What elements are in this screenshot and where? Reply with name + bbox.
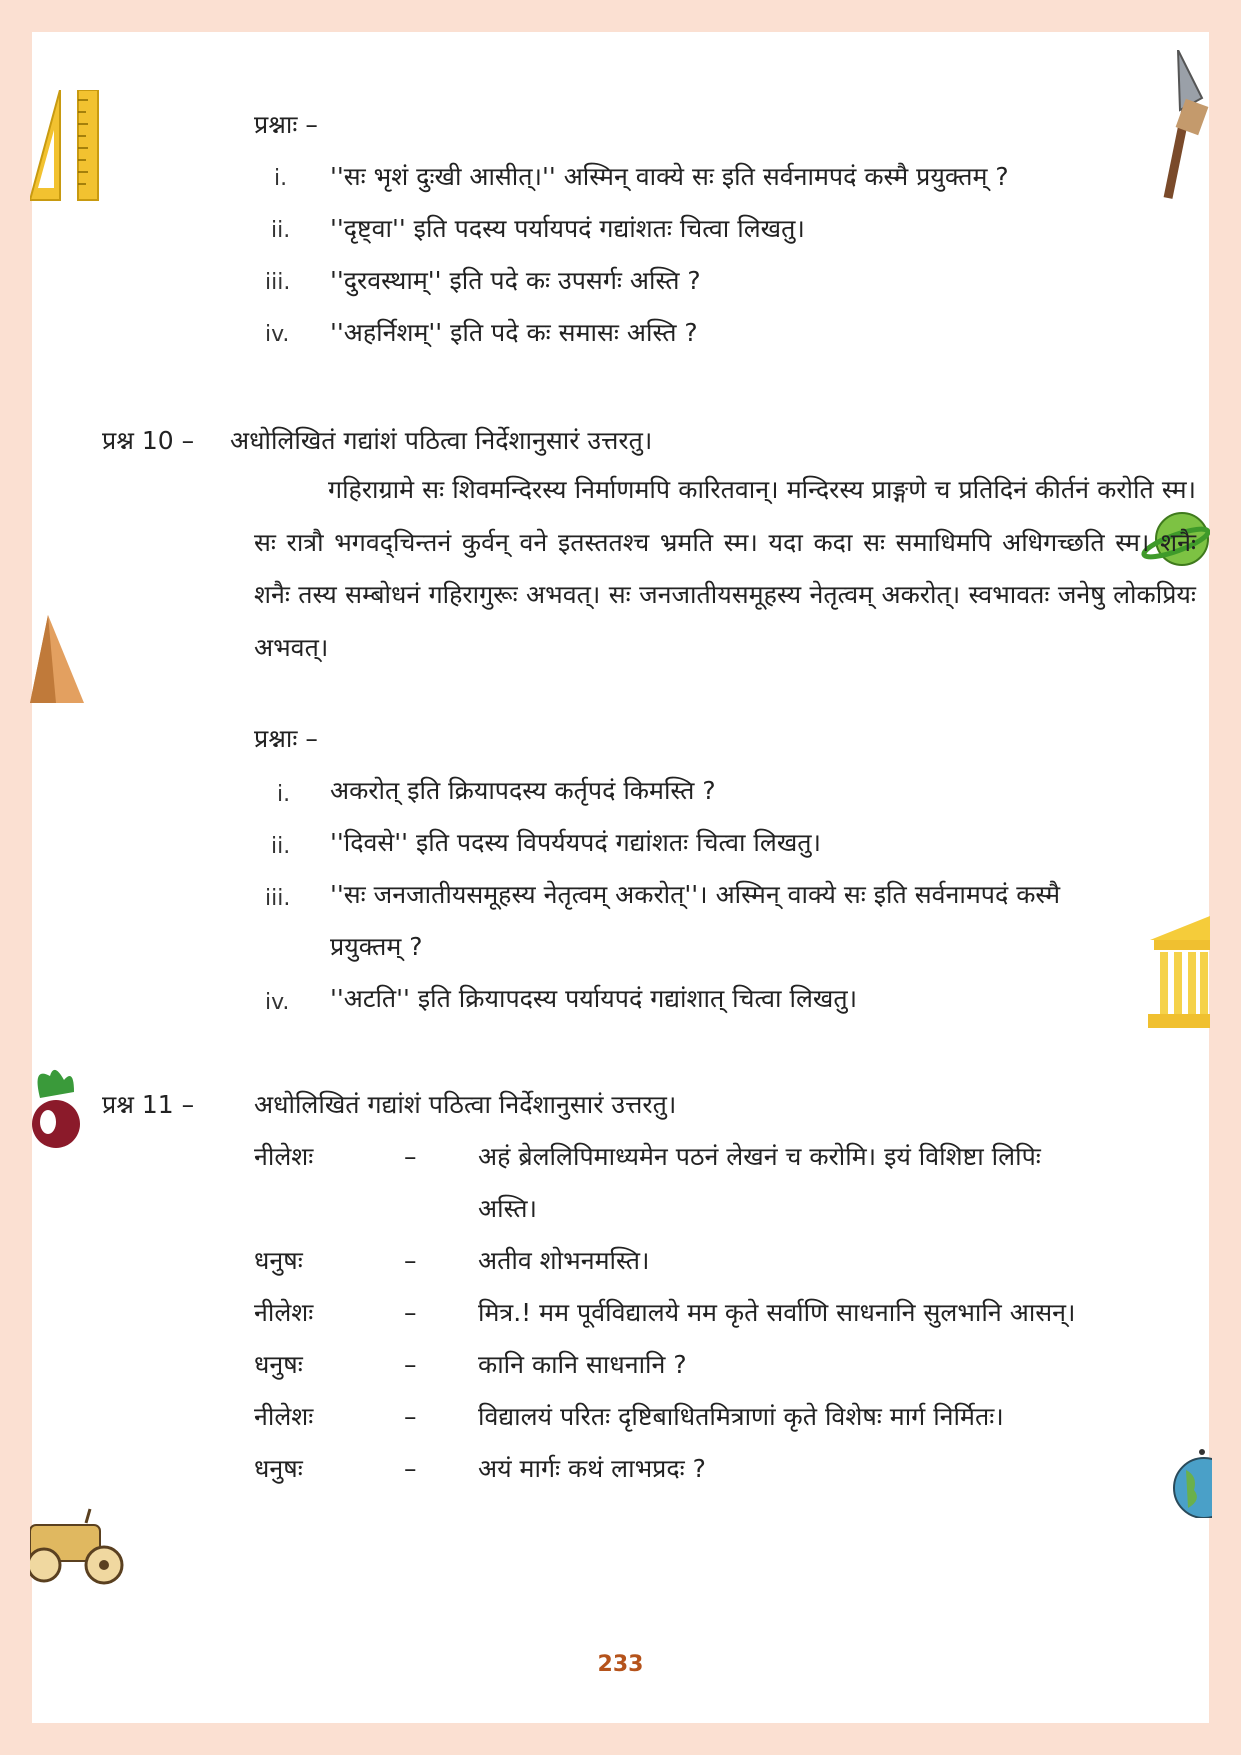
dialogue-line: अस्ति। [478, 1194, 538, 1223]
question-11-instruction: अधोलिखितं गद्यांशं पठित्वा निर्देशानुसारं उत्तरतु। [254, 1090, 677, 1119]
dialogue-dash: – [404, 1454, 417, 1483]
question-text: ''अटति'' इति क्रियापदस्य पर्यायपदं गद्यांशात् चित्वा लिखतु। [330, 984, 858, 1013]
dialogue-line: कानि कानि साधनानि ? [478, 1350, 687, 1379]
beet-vegetable-icon [30, 1062, 86, 1152]
question-text: ''दृष्ट्वा'' इति पदस्य पर्यायपदं गद्यांशतः चित्वा लिखतु। [330, 214, 805, 243]
question-text: अकरोत् इति क्रियापदस्य कर्तृपदं किमस्ति ? [330, 776, 716, 805]
dialogue-speaker: धनुषः [254, 1350, 303, 1379]
dialogue-line: मित्र.! मम पूर्वविद्यालये मम कृते सर्वाणि साधनानि सुलभानि आसन्। [478, 1298, 1076, 1327]
set-square-ruler-icon [30, 90, 102, 202]
question-number: i. [277, 782, 291, 807]
dialogue-dash: – [404, 1402, 417, 1431]
greek-temple-icon [1142, 912, 1210, 1030]
dialogue-dash: – [404, 1298, 417, 1327]
question-number: iv. [265, 322, 290, 347]
question-number: i. [274, 166, 288, 191]
question-number: ii. [271, 218, 291, 243]
dialogue-line: अहं ब्रेललिपिमाध्यमेन पठनं लेखनं च करोमि। इयं विशिष्टा लिपिः [478, 1142, 1041, 1171]
question-11-label: प्रश्न 11 – [102, 1090, 195, 1119]
dialogue-dash: – [404, 1246, 417, 1275]
question-number: iv. [265, 990, 290, 1015]
question-text: ''सः भृशं दुःखी आसीत्।'' अस्मिन् वाक्ये सः इति सर्वनामपदं कस्मै प्रयुक्तम् ? [330, 162, 1009, 191]
pyramid-icon [30, 615, 86, 705]
dialogue-speaker: नीलेशः [254, 1402, 314, 1431]
question-text: ''दिवसे'' इति पदस्य विपर्ययपदं गद्यांशतः चित्वा लिखतु। [330, 828, 822, 857]
question-number: ii. [271, 834, 291, 859]
question-text: प्रयुक्तम् ? [330, 932, 423, 961]
globe-icon [1168, 1448, 1212, 1518]
dialogue-dash: – [404, 1350, 417, 1379]
question-10-passage: गहिराग्रामे सः शिवमन्दिरस्य निर्माणमपि कारितवान्। मन्दिरस्य प्राङ्गणे च प्रतिदिनं कीर्तनं करोति स्म। सः रात्रौ भगवद्चिन्तनं कुर्वन् वने इतस्ततश्च भ्रमति स्म। यदा कदा सः समाधिमपि अधिगच्छति स्म। शनैः शनैः तस्य सम्बोधनं गहिरागुरूः अभवत्। सः जनजातीयसमूहस्य नेतृत्वम् अकरोत्। स्वभावतः जनेषु लोकप्रियः अभवत्। [254, 475, 1196, 662]
question-number: iii. [265, 886, 291, 911]
dialogue-speaker: नीलेशः [254, 1298, 314, 1327]
question-text: ''सः जनजातीयसमूहस्य नेतृत्वम् अकरोत्''। अस्मिन् वाक्ये सः इति सर्वनामपदं कस्मै [330, 880, 1061, 909]
question-10-instruction: अधोलिखितं गद्यांशं पठित्वा निर्देशानुसारं उत्तरतु। [230, 426, 653, 455]
stone-spear-icon [1150, 50, 1212, 200]
dialogue-speaker: नीलेशः [254, 1142, 314, 1171]
question-text: ''दुरवस्थाम्'' इति पदे कः उपसर्गः अस्ति ? [330, 266, 701, 295]
dialogue-line: विद्यालयं परितः दृष्टिबाधितमित्राणां कृते विशेषः मार्ग निर्मितः। [478, 1402, 1004, 1431]
question-number: iii. [265, 270, 291, 295]
vintage-vehicle-icon [30, 1505, 126, 1585]
page-number: 233 [597, 1652, 644, 1677]
question-10-label: प्रश्न 10 – [102, 426, 195, 455]
dialogue-speaker: धनुषः [254, 1246, 303, 1275]
dialogue-dash: – [404, 1142, 417, 1171]
dialogue-line: अयं मार्गः कथं लाभप्रदः ? [478, 1454, 706, 1483]
question-text: ''अहर्निशम्'' इति पदे कः समासः अस्ति ? [330, 318, 698, 347]
questions-heading: प्रश्नाः – [254, 110, 318, 139]
dialogue-line: अतीव शोभनमस्ति। [478, 1246, 650, 1275]
dialogue-speaker: धनुषः [254, 1454, 303, 1483]
questions-heading: प्रश्नाः – [254, 724, 318, 753]
